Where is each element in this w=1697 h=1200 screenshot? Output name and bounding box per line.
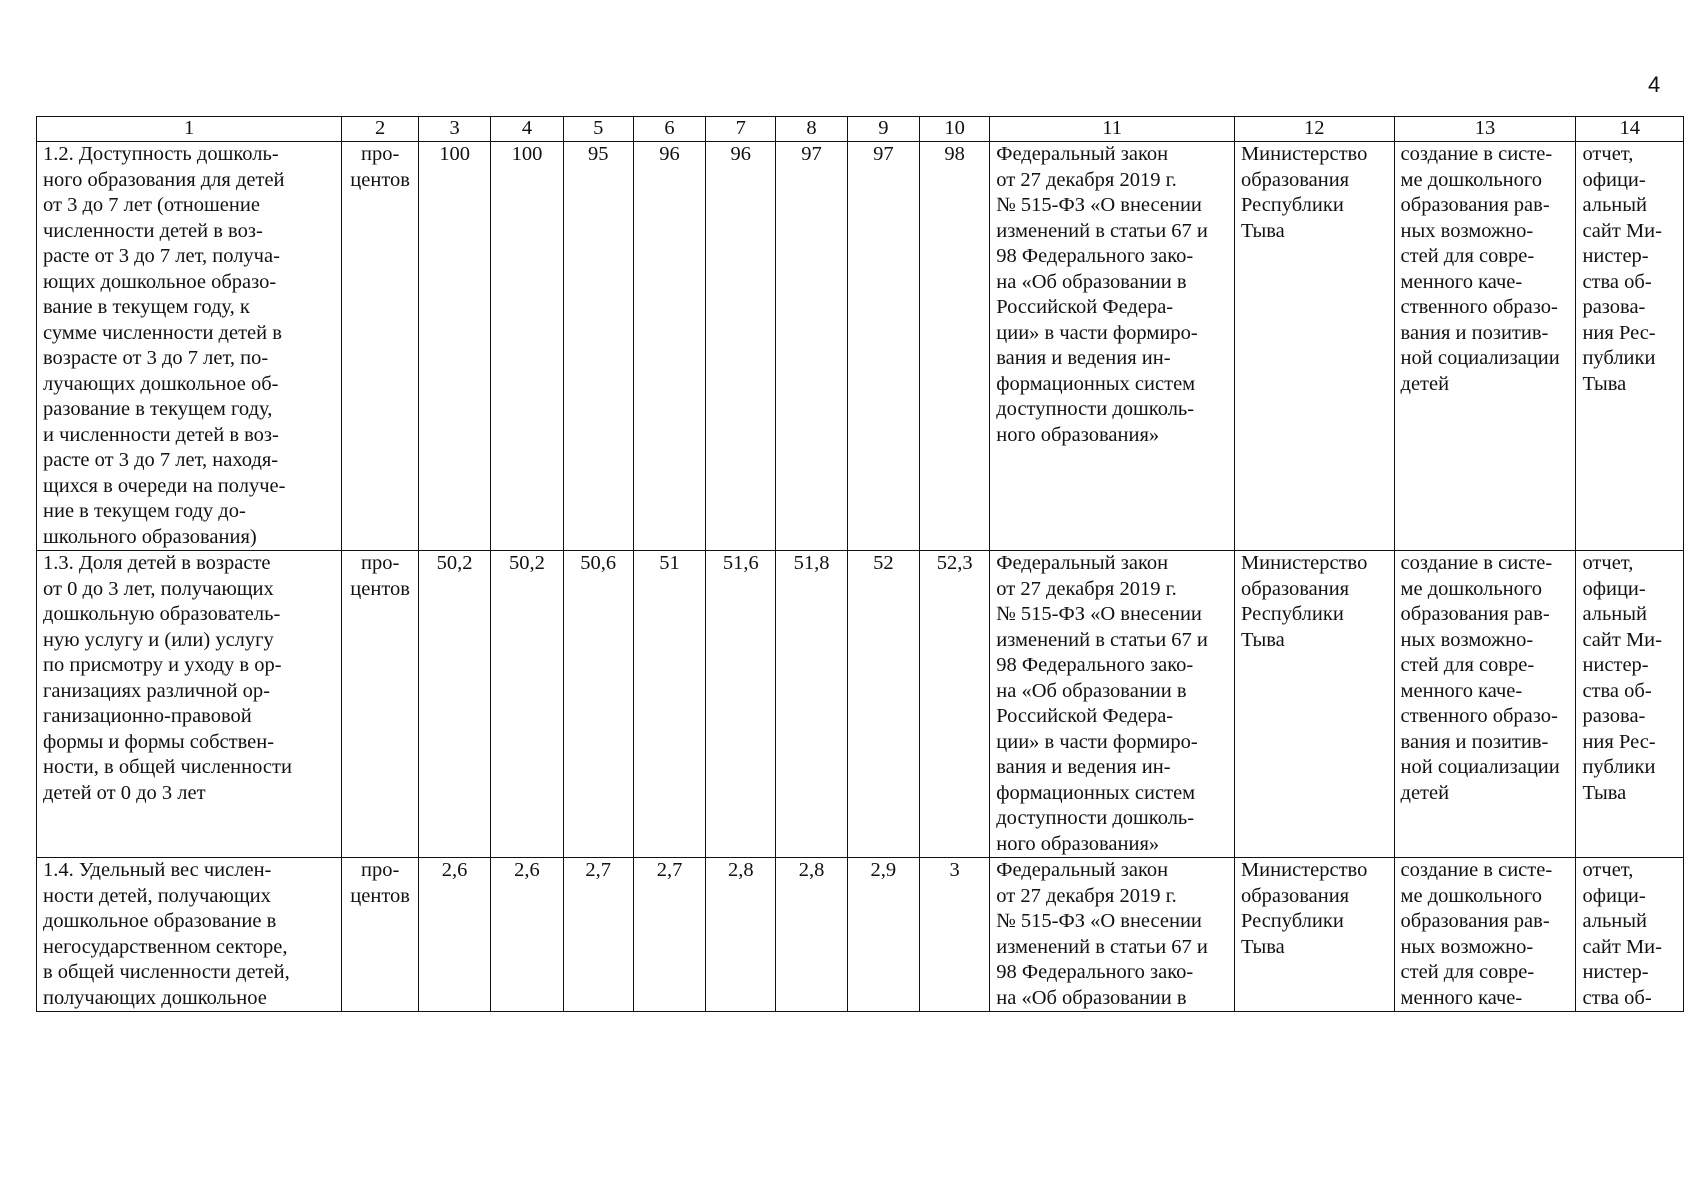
column-header: 10 [920,117,990,142]
source-cell: отчет, офици- альный сайт Ми- нистер- ства об- [1576,858,1684,1012]
page-number: 4 [1648,72,1661,97]
column-header: 9 [847,117,919,142]
indicator-name: 1.2. Доступность дошколь- ного образования для детей от 3 до 7 лет (отношение численности детей в воз- расте от 3 до 7 лет, получа- ющих дошкольное образо- вание в текущем году, к сумме численности детей в возрасте от 3 до 7 лет, по- лучающих дошкольное об- разование в текущем году, и численности детей в воз- расте от 3 до 7 лет, находя- щихся в очереди на получе- ние в текущем году до- школьного образования) [37,142,342,551]
column-header: 7 [706,117,776,142]
value-cell: 97 [847,142,919,551]
header-row [37,117,1684,142]
value-cell: 2,8 [776,858,847,1012]
value-cell: 50,6 [563,551,633,858]
law-cell: Федеральный закон от 27 декабря 2019 г. № 515-ФЗ «О внесении изменений в статьи 67 и 98 Федерального зако- на «Об образовании в Российской Федера- ции» в части формиро- вания и ведения ин- формационных систем доступности дошколь- ного образования» [990,142,1235,551]
column-header: 12 [1234,117,1394,142]
value-cell: 52,3 [920,551,990,858]
column-header: 3 [418,117,490,142]
column-header: 11 [990,117,1235,142]
value-cell: 50,2 [418,551,490,858]
value-cell: 95 [563,142,633,551]
value-cell: 52 [847,551,919,858]
value-cell: 3 [920,858,990,1012]
column-header: 14 [1576,117,1684,142]
result-cell: создание в систе- ме дошкольного образования рав- ных возможно- стей для совре- менного каче- ственного образо- вания и позитив- ной социализации детей [1394,551,1576,858]
value-cell: 51 [633,551,705,858]
column-header: 8 [776,117,847,142]
column-header: 4 [491,117,563,142]
unit-cell: про- центов [342,551,419,858]
table-row [37,142,1684,551]
source-cell: отчет, офици- альный сайт Ми- нистер- ства об- разова- ния Рес- публики Тыва [1576,551,1684,858]
value-cell: 96 [633,142,705,551]
table-row [37,551,1684,858]
responsible-cell: Министерство образования Республики Тыва [1234,858,1394,1012]
responsible-cell: Министерство образования Республики Тыва [1234,551,1394,858]
value-cell: 2,6 [418,858,490,1012]
value-cell: 2,7 [633,858,705,1012]
column-header: 13 [1394,117,1576,142]
value-cell: 97 [776,142,847,551]
column-header: 6 [633,117,705,142]
value-cell: 2,9 [847,858,919,1012]
indicator-name: 1.3. Доля детей в возрасте от 0 до 3 лет, получающих дошкольную образователь- ную услугу и (или) услугу по присмотру и уходу в ор- ганизациях различной ор- ганизационно-правовой формы и формы собствен- ности, в общей численности детей от 0 до 3 лет [37,551,342,858]
value-cell: 96 [706,142,776,551]
column-header: 2 [342,117,419,142]
value-cell: 2,7 [563,858,633,1012]
value-cell: 51,6 [706,551,776,858]
value-cell: 2,6 [491,858,563,1012]
law-cell: Федеральный закон от 27 декабря 2019 г. № 515-ФЗ «О внесении изменений в статьи 67 и 98 Федерального зако- на «Об образовании в Российской Федера- ции» в части формиро- вания и ведения ин- формационных систем доступности дошколь- ного образования» [990,551,1235,858]
unit-cell: про- центов [342,142,419,551]
source-cell: отчет, офици- альный сайт Ми- нистер- ства об- разова- ния Рес- публики Тыва [1576,142,1684,551]
table-row [37,858,1684,1012]
value-cell: 98 [920,142,990,551]
value-cell: 50,2 [491,551,563,858]
column-header: 5 [563,117,633,142]
value-cell: 100 [418,142,490,551]
column-header: 1 [37,117,342,142]
law-cell: Федеральный закон от 27 декабря 2019 г. № 515-ФЗ «О внесении изменений в статьи 67 и 98 Федерального зако- на «Об образовании в [990,858,1235,1012]
unit-cell: про- центов [342,858,419,1012]
value-cell: 100 [491,142,563,551]
value-cell: 51,8 [776,551,847,858]
responsible-cell: Министерство образования Республики Тыва [1234,142,1394,551]
indicators-table [36,116,1684,1012]
result-cell: создание в систе- ме дошкольного образования рав- ных возможно- стей для совре- менного каче- [1394,858,1576,1012]
result-cell: создание в систе- ме дошкольного образования рав- ных возможно- стей для совре- менного каче- ственного образо- вания и позитив- ной социализации детей [1394,142,1576,551]
value-cell: 2,8 [706,858,776,1012]
indicator-name: 1.4. Удельный вес числен- ности детей, получающих дошкольное образование в негосударственном секторе, в общей численности детей, получающих дошкольное [37,858,342,1012]
